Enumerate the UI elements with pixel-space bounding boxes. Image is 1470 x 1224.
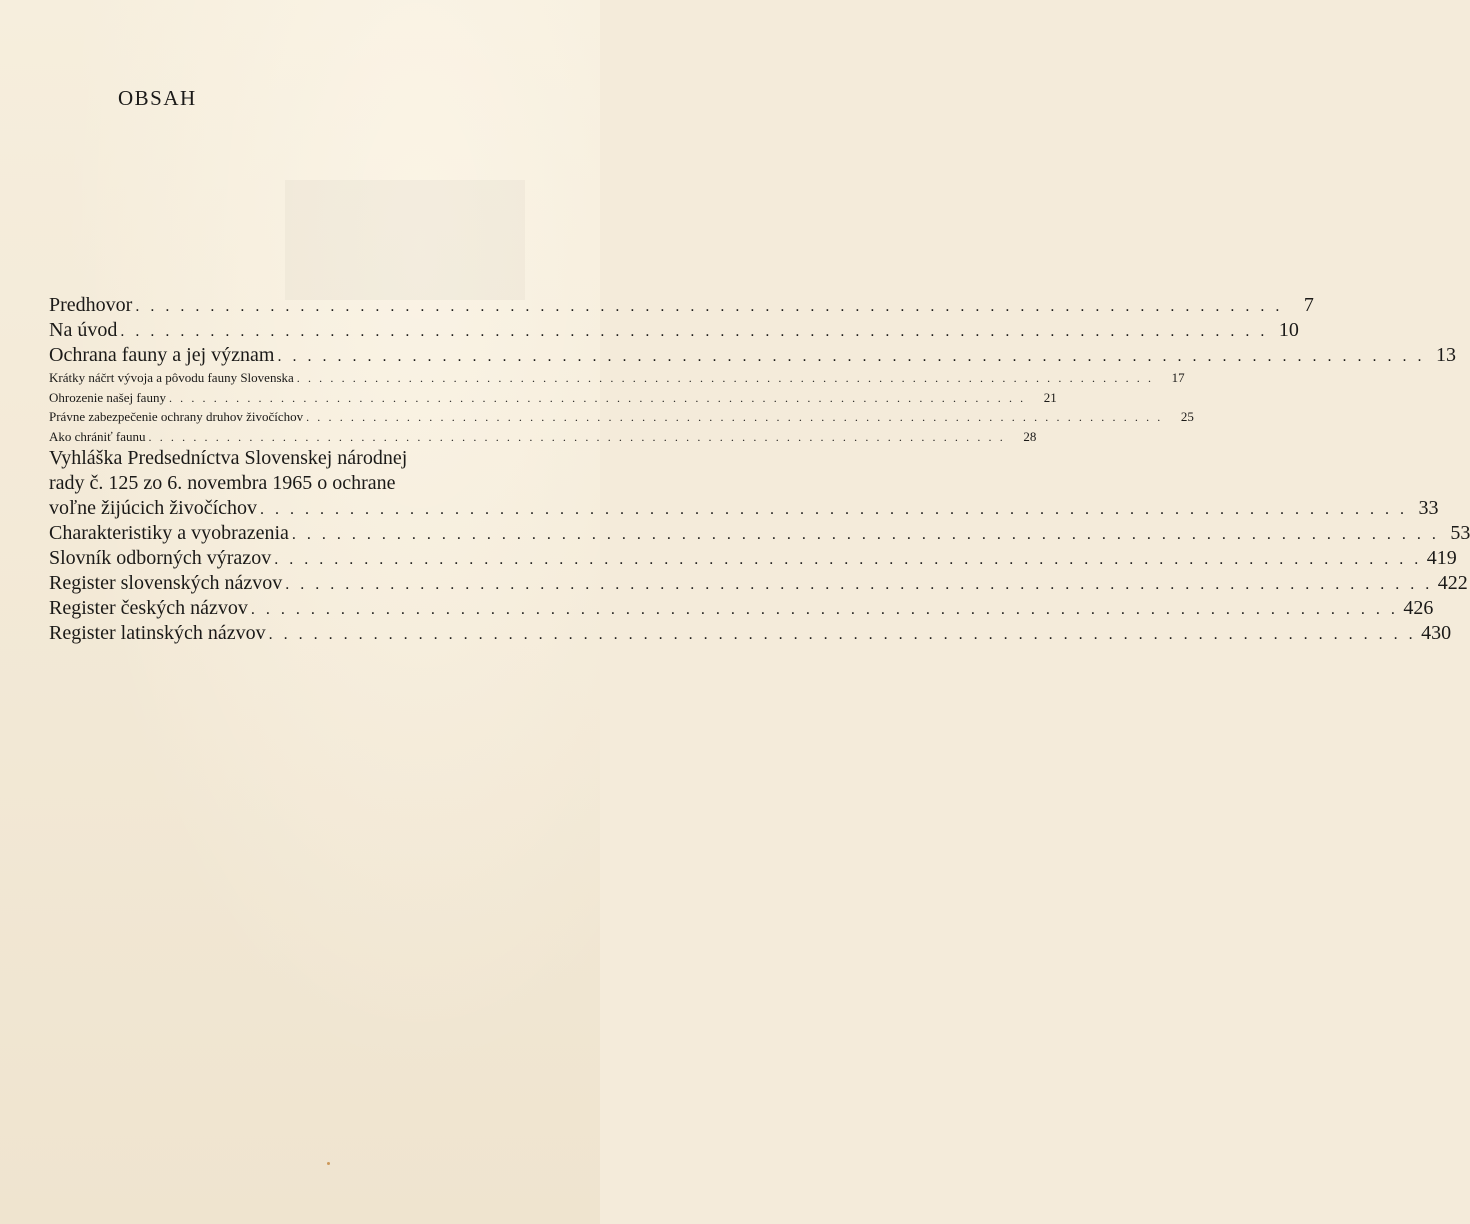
toc-entry-label: Ako chrániť faunu: [49, 428, 146, 444]
toc-entry[interactable]: [49, 571, 1468, 596]
toc-page-number: 422: [1437, 572, 1468, 594]
toc-entry-label: Právne zabezpečenie ochrany druhov živočíchov: [49, 409, 304, 424]
dot-leader: [306, 408, 1163, 428]
dot-leader: [269, 622, 1417, 647]
dot-leader: [297, 369, 1154, 389]
dot-leader: [169, 389, 1026, 409]
toc-entry[interactable]: [49, 621, 1452, 646]
dot-leader: [135, 294, 1283, 319]
dot-leader: [120, 319, 1268, 344]
toc-entry[interactable]: [49, 546, 1457, 571]
toc-page-number: 21: [1043, 389, 1057, 405]
toc-entry[interactable]: [49, 343, 1456, 368]
toc-page-number: 7: [1303, 294, 1314, 316]
toc-entry-label: Ochrana fauny a jej význam: [49, 344, 275, 366]
toc-entry-label: Register slovenských názvov: [49, 572, 283, 594]
toc-entry[interactable]: [49, 293, 1314, 318]
dot-leader: [277, 344, 1425, 369]
toc-page-number: 426: [1403, 597, 1434, 619]
toc-page-number: 25: [1180, 409, 1194, 424]
toc-entry-label: Slovník odborných výrazov: [49, 547, 272, 569]
toc-page-number: 17: [1171, 370, 1185, 385]
dot-leader: [251, 597, 1399, 622]
toc-entry-label: Register latinských názvov: [49, 622, 266, 644]
toc-entry[interactable]: [49, 318, 1299, 343]
toc-entry[interactable]: [49, 407, 1194, 427]
toc-entry-label: Krátky náčrt vývoja a pôvodu fauny Slovenska: [49, 370, 294, 385]
toc-entry-vyhlaska[interactable]: [49, 446, 1439, 521]
toc-entry-label: Ohrozenie našej fauny: [49, 389, 166, 405]
toc-entry-label: Register českých názvov: [49, 597, 248, 619]
paper-speck: [327, 1162, 330, 1165]
toc-page-number: 10: [1278, 319, 1299, 341]
table-of-contents: [49, 293, 1470, 646]
dot-leader: [260, 497, 1408, 522]
toc-entry-label: Na úvod: [49, 319, 118, 341]
page-title: OBSAH: [118, 86, 197, 110]
dot-leader: [274, 547, 1422, 572]
toc-entry[interactable]: [49, 521, 1470, 546]
toc-entry-label: Charakteristiky a vyobrazenia: [49, 522, 289, 544]
toc-entry[interactable]: [49, 427, 1037, 447]
toc-page-number: 13: [1435, 344, 1456, 366]
toc-page-number: 53: [1450, 522, 1470, 544]
toc-page-number: 419: [1426, 547, 1457, 569]
toc-page-number: 33: [1418, 497, 1439, 519]
toc-entry[interactable]: [49, 368, 1185, 388]
toc-entry-label: Predhovor: [49, 294, 133, 316]
toc-entry-line: rady č. 125 zo 6. novembra 1965 o ochrane: [49, 472, 396, 494]
toc-entry[interactable]: [49, 596, 1434, 621]
bleed-through-block: [285, 180, 525, 300]
dot-leader: [285, 572, 1433, 597]
toc-entry-line: voľne žijúcich živočíchov: [49, 497, 258, 519]
dot-leader: [292, 522, 1440, 547]
toc-page-number: 28: [1023, 428, 1037, 444]
toc-page-number: 430: [1421, 622, 1452, 644]
toc-entry-line: Vyhláška Predsedníctva Slovenskej národnej: [49, 447, 408, 469]
dot-leader: [149, 428, 1006, 448]
toc-entry[interactable]: [49, 388, 1057, 408]
